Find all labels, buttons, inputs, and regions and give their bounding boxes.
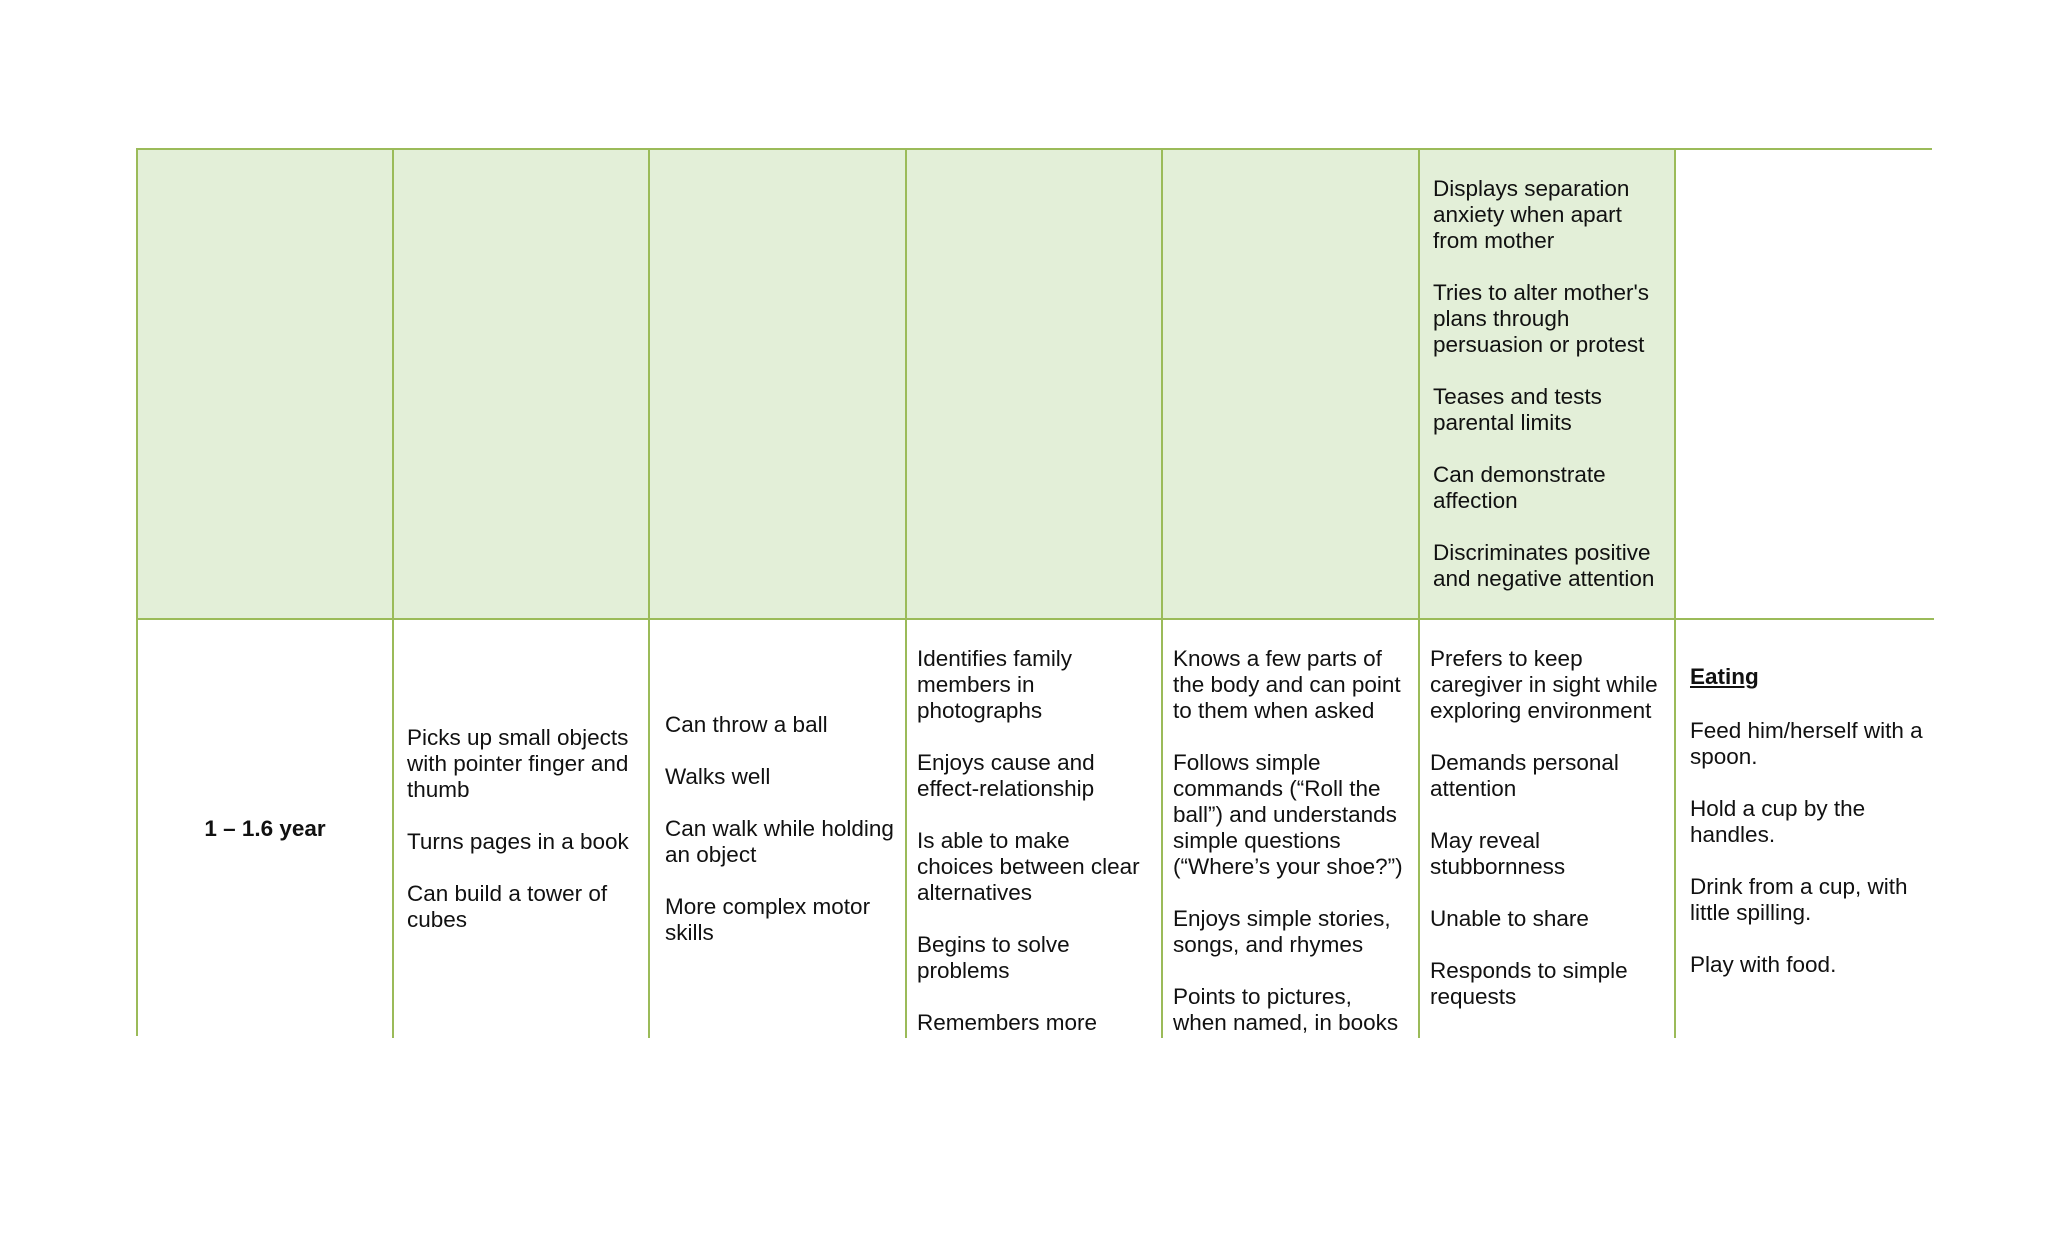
list-item: Tries to alter mother's plans through persuasion or protest [1433,280,1650,357]
list-item: Demands personal attention [1430,750,1619,801]
list-item: Play with food. [1690,952,1837,977]
row2-age-cell [138,620,394,1038]
list-item: Remembers more [917,1010,1098,1035]
row1-cognitive-cell [907,150,1163,620]
list-item: Can build a tower of cubes [407,881,608,932]
row2-language-cell [1163,620,1420,1038]
list-item: Can throw a ball [665,712,828,737]
row2-cognitive-cell [907,620,1163,1038]
list-item: Discriminates positive and negative attention [1433,540,1655,591]
list-item: Turns pages in a book [407,829,629,854]
list-item: Enjoys cause and effect-relationship [917,750,1095,801]
row1-self-help-cell [1676,150,1934,620]
row2-fine-motor-cell [394,620,650,1038]
list-item: Is able to make choices between clear alternatives [917,828,1140,905]
development-table [136,148,1932,1036]
list-item: Responds to simple requests [1430,958,1628,1009]
row1-social-emotional-cell [1420,150,1676,620]
list-item: Can demonstrate affection [1433,462,1606,513]
list-item: Hold a cup by the handles. [1690,796,1866,847]
row1-gross-motor-cell [650,150,907,620]
list-item: Can walk while holding an object [665,816,894,867]
list-item: Teases and tests parental limits [1433,384,1602,435]
row1-fine-motor-cell [394,150,650,620]
eating-heading: Eating [1690,664,1759,689]
list-item: May reveal stubbornness [1430,828,1566,879]
list-item: Begins to solve problems [917,932,1070,983]
list-item: Drink from a cup, with little spilling. [1690,874,1908,925]
list-item: Prefers to keep caregiver in sight while exploring environment [1430,646,1658,723]
list-item: Knows a few parts of the body and can point to them when asked [1173,646,1401,723]
list-item: Picks up small objects with pointer finger and thumb [407,725,629,802]
list-item: More complex motor skills [665,894,871,945]
list-item: Displays separation anxiety when apart from mother [1433,176,1630,253]
row1-language-cell [1163,150,1420,620]
list-item: Points to pictures, when named, in books [1173,984,1399,1035]
row2-self-help-cell [1676,620,1934,1038]
list-item: Follows simple commands (“Roll the ball”) and understands simple questions (“Where’s your shoe?”) [1173,750,1403,879]
row2-gross-motor-cell [650,620,907,1038]
list-item: Enjoys simple stories, songs, and rhymes [1173,906,1391,957]
age-label: 1 – 1.6 year [204,816,326,841]
list-item: Feed him/herself with a spoon. [1690,718,1923,769]
list-item: Identifies family members in photographs [917,646,1073,723]
list-item: Unable to share [1430,906,1589,931]
list-item: Walks well [665,764,771,789]
row2-social-emotional-cell [1420,620,1676,1038]
row1-age-cell [138,150,394,620]
